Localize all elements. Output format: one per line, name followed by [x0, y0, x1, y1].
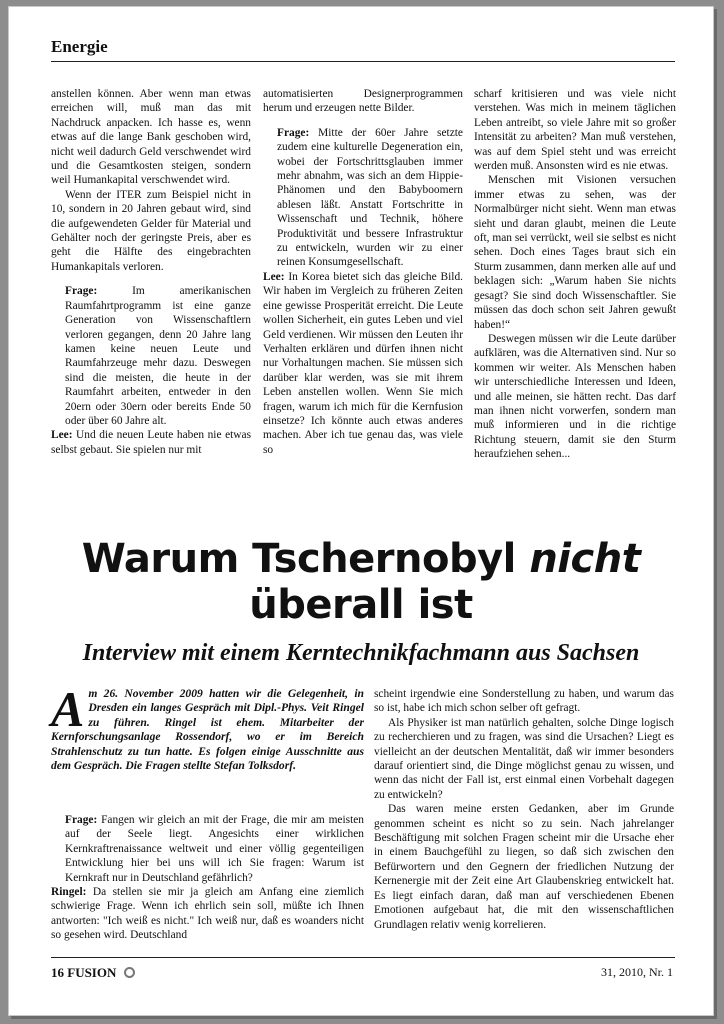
question-text: Fangen wir gleich an mit der Frage, die mir am meisten auf der Seele liegt. Angesichts einer wirklichen Kernkraftrenaissance weltweit und einer völlig gegenteiligen Entwicklung hier bei uns will ich Sie fragen: Warum ist Kernkraft nur in Deutschland gefährlich?: [65, 814, 364, 884]
answer-text: In Korea bietet sich das gleiche Bild. Wir haben im Vergleich zu früheren Zeiten eine gewisse Prosperität erreicht. Die Leute wollen Sicherheit, ein gutes Leben und viel Geld verdienen. Wir müssen den Leuten ihr Verhalten erklären und dürfen ihnen nicht nur Vorhaltungen machen. Sie müssen sich darüber klar werden, was sie mit ihrem Leben anstellen wollen. Wenn Sie mich fragen, warum ich mich für die Kernfusion einsetze? Ich könnte auch etwas anderes machen. Aber ich tue genau das, was viele so: [263, 270, 463, 456]
article-subheadline: Interview mit einem Kerntechnikfachmann aus Sachsen: [82, 640, 640, 666]
article-intro: [51, 681, 364, 773]
footer-rule: [51, 957, 675, 958]
column-5: [374, 687, 674, 932]
paragraph: Als Physiker ist man natürlich gehalten, solche Dinge logisch zu recherchieren und zu fragen, was sind die Ursachen? Liegt es vielleicht an der deutschen Mentalität, daß wir immer besonders darauf orientiert sind, die Dinge möglichst genau zu wissen, und wenn das nicht der Fall ist, erst einmal einen Vorbehalt dagegen zu entwickeln?: [374, 716, 674, 801]
column-3: [474, 87, 676, 462]
magazine-name: FUSION: [67, 965, 117, 980]
paragraph: Wenn der ITER zum Beispiel nicht in 10, sondern in 20 Jahren gebaut wird, sind die aufgewendeten Gelder für Material und Gehälter noch der geringste Preis, aber es geht die Hälfte des eingebrachten Humankapitals verloren.: [51, 188, 251, 273]
drop-cap: A: [51, 681, 85, 737]
answer: [263, 270, 463, 457]
issue-info: 31, 2010, Nr. 1: [601, 965, 673, 979]
answer: [51, 428, 251, 457]
speaker-label: Ringel:: [51, 886, 87, 899]
paragraph: automatisierten Designerprogrammen herum und erzeugen nette Bilder.: [263, 88, 463, 115]
answer-text: Da stellen sie mir ja gleich am Anfang eine ziemlich schwierige Frage. Wenn ich ehrlich sein soll, müßte ich Ihnen antworten: "Ich weiß es nicht." Ich weiß nur, daß es woanders nicht so gesehen wird. Deutschland: [51, 886, 364, 942]
article-headline-line-1: Warum Tschernobyl nicht: [81, 536, 641, 582]
speaker-label: Frage:: [277, 126, 310, 139]
paragraph: Menschen mit Visionen versuchen immer etwas zu sehen, was der Normalbürger nicht sieht. Wenn man etwas sieht und daran glaubt, meinen die Leute oft, man sei verrückt, weil sie selbst es nicht sehen. Doch eines Tages braut sich ein Sturm zusammen, dann merken alle auf und beklagen sich: „Warum haben Sie nichts gesagt? Sie sind doch Wissenschaftler. Sie müssen das doch schon seit Jahren gewußt haben!“: [474, 174, 676, 331]
speaker-label: Lee:: [263, 270, 285, 283]
paragraph: scharf kritisieren und was viele nicht verstehen. Was mich in meinem täglichen Leben antreibt, so viele Jahre mit so großer Intensität zu arbeiten? Man muß verstehen, was auf dem Spiel steht und was erreicht werden muß. Ansonsten wird es nie etwas.: [474, 88, 676, 173]
section-title: Energie: [51, 37, 108, 56]
question: [51, 813, 364, 885]
speaker-label: Frage:: [65, 285, 98, 298]
article-headline-line-2: überall ist: [249, 582, 473, 628]
column-2: [263, 87, 463, 457]
question-text: Im amerikanischen Raumfahrtprogramm ist eine ganze Generation von Wissenschaftlern verloren gegangen, denn 20 Jahre lang kamen keine neuen Leute und Raumfahrzeuge mehr dazu. Deswegen sind die meisten, die heute in der Raumfahrt arbeiten, entweder in den 20ern oder 30ern oder bereits Ende 50 oder über 60 Jahre alt.: [65, 285, 251, 427]
column-1: [51, 87, 251, 457]
question-text: Mitte der 60er Jahre setzte zudem eine kulturelle Degeneration ein, wobei der Fortschrittsglauben immer mehr abnahm, was sich an dem Hippie-Phänomen und den Babyboomern ablesen läßt. Anstatt Fortschritte in Wissenschaft und Technik, höhere Produktivität und bessere Infrastruktur zu entwickeln, wurden wir zu einer reinen Konsumgesellschaft.: [277, 126, 463, 269]
answer-text: Und die neuen Leute haben nie etwas selbst gebaut. Sie spielen nur mit: [51, 429, 251, 456]
column-4: [51, 813, 364, 943]
speaker-label: Lee:: [51, 429, 73, 442]
paragraph: anstellen können. Aber wenn man etwas erreichen will, muß man das mit Nachdruck anpacken. Ich hasse es, wenn etwas auf die lange Bank geschoben wird, nicht weil dadurch Geld verschwendet wird und die Gesamtkosten steigen, sondern weil Humankapital verschwendet wird.: [51, 88, 251, 187]
footer-left: [51, 965, 135, 981]
paragraph: Das waren meine ersten Gedanken, aber im Grunde genommen scheint es nicht so zu sein. Nach jahrelanger Beschäftigung mit solchen Fragen scheint mir die Ursache eher in einem Bauchgefühl zu liegen, so daß sich zwischen den Befürwortern und den Gegnern der friedlichen Nutzung der Kernenergie mit der Zeit eine Art Glaubenskrieg entwickelt hat. Es liegt einfach daran, daß man auf verschiedenen Ebenen Emotionen aufgebaut hat, die mit den wissenschaftlichen Grundlagen relativ wenig korrelieren.: [374, 803, 674, 931]
intro-text: m 26. November 2009 hatten wir die Gelegenheit, in Dresden ein langes Gespräch mit Dipl.-Phys. Veit Ringel zu führen. Ringel ist ehem. Mitarbeiter der Kernforschungsanlage Rossendorf, wo er im Bereich Strahlenschutz zu tun hatte. Es folgen einige Ausschnitte aus dem Gespräch. Die Fragen stellte Stefan Tolksdorf.: [51, 687, 364, 773]
question: [263, 126, 463, 270]
paragraph: scheint irgendwie eine Sonderstellung zu haben, und warum das so ist, habe ich mich schon selber oft gefragt.: [374, 688, 674, 715]
header-rule: [51, 61, 675, 62]
fusion-logo-icon: [124, 967, 135, 978]
paragraph: Deswegen müssen wir die Leute darüber aufklären, was die Alternativen sind. Nur so kommen wir weiter. Als Menschen haben wir unterschiedliche Interessen und Ideen, und alle meinen, sie hätten recht. Das darf man ihnen nicht vorwerfen, sondern man muß informieren und in die richtige Richtung steuern, damit sie den Sturm heraufziehen sehen...: [474, 332, 676, 461]
speaker-label: Frage:: [65, 814, 98, 826]
magazine-page: [8, 6, 714, 1016]
question: [51, 284, 251, 428]
page-number: 16: [51, 965, 64, 980]
answer: [51, 885, 364, 943]
